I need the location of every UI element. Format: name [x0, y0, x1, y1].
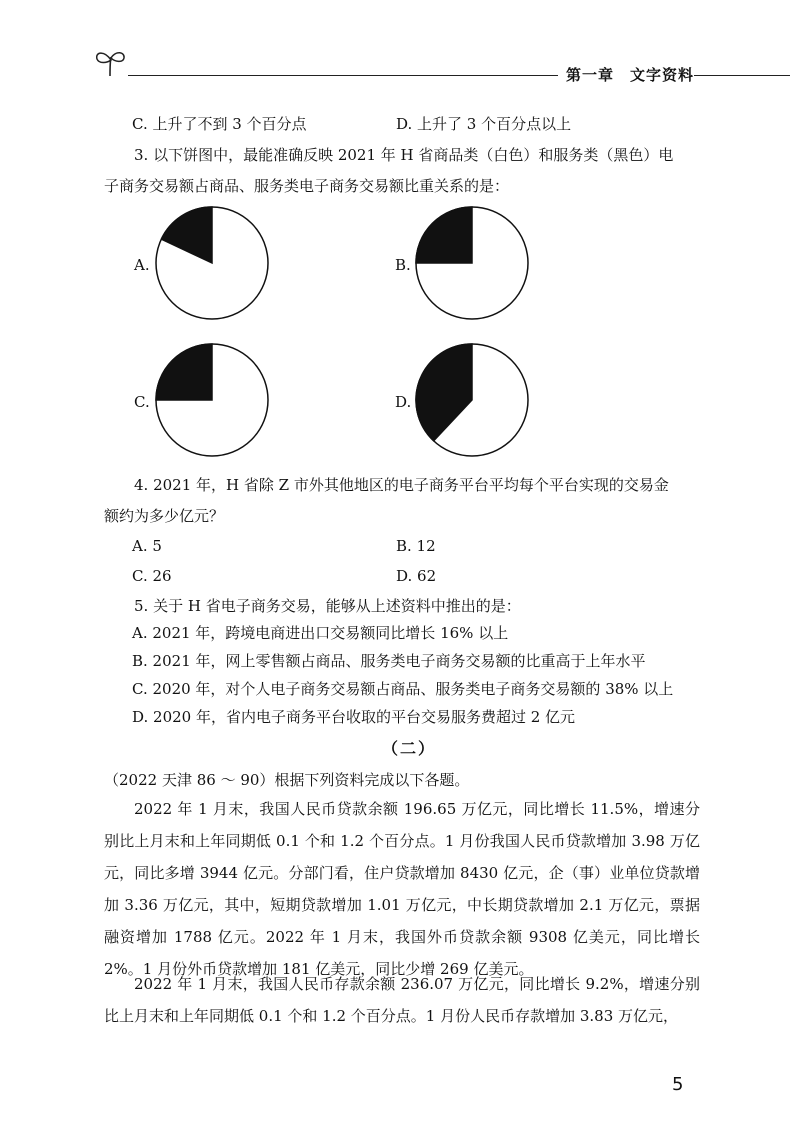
- pie-chart-c: [151, 339, 273, 461]
- q5-option-d: D. 2020 年，省内电子商务平台收取的平台交易服务费超过 2 亿元: [132, 708, 576, 726]
- pie-c-service-slice: [156, 344, 212, 400]
- q5-option-a: A. 2021 年，跨境电商进出口交易额同比增长 16% 以上: [132, 624, 509, 642]
- q2-option-c: C. 上升了不到 3 个百分点: [132, 115, 307, 133]
- chapter-title: 第一章 文字资料: [566, 66, 695, 84]
- q5-option-c: C. 2020 年，对个人电子商务交易额占商品、服务类电子商务交易额的 38% 以上: [132, 680, 674, 698]
- pie-chart-b: [411, 202, 533, 324]
- pie-b-service-slice: [416, 207, 472, 263]
- paragraph-deposits: 2022 年 1 月末，我国人民币存款余额 236.07 万亿元，同比增长 9.2%，增速分别比上月末和上年同期低 0.1 个和 1.2 个百分点。1 月份人民币存款增加 3.83 万亿元，: [104, 975, 700, 1025]
- q3-label-b: B.: [395, 256, 411, 274]
- q5-option-b: B. 2021 年，网上零售额占商品、服务类电子商务交易额的比重高于上年水平: [132, 652, 646, 670]
- header-rule-right: [694, 75, 790, 76]
- q3-label-a: A.: [134, 256, 150, 274]
- q4-stem-line1: 4. 2021 年，H 省除 Z 市外其他地区的电子商务平台平均每个平台实现的交易金: [134, 476, 669, 494]
- q3-label-c: C.: [134, 393, 150, 411]
- q4-option-d: D. 62: [396, 567, 437, 585]
- q4-option-b: B. 12: [396, 537, 436, 555]
- page-number: 5: [672, 1074, 684, 1095]
- pie-chart-a: [151, 202, 273, 324]
- sprout-icon: [92, 48, 130, 78]
- q3-label-d: D.: [395, 393, 412, 411]
- pie-chart-d: [411, 339, 533, 461]
- paragraph-loans: 2022 年 1 月末，我国人民币贷款余额 196.65 万亿元，同比增长 11.5%，增速分别比上月末和上年同期低 0.1 个和 1.2 个百分点。1 月份我国人民币贷款增加 3.98 万亿元，同比多增 3944 亿元。分部门看，住户贷款增加 8430 亿元，企（事）业单位贷款增加 3.36 万亿元，其中，短期贷款增加 1.01 万亿元，中长期贷款增加 2.1 万亿元，票据融资增加 1788 亿元。2022 年 1 月末，我国外币贷款余额 9308 亿美元，同比增长 2%。1 月份外币贷款增加 181 亿美元，同比少增 269 亿美元。: [104, 800, 700, 978]
- q2-option-d: D. 上升了 3 个百分点以上: [396, 115, 572, 133]
- q3-stem-line1: 3. 以下饼图中，最能准确反映 2021 年 H 省商品类（白色）和服务类（黑色）电: [134, 146, 674, 164]
- q4-option-c: C. 26: [132, 567, 172, 585]
- q4-stem-line2: 额约为多少亿元？: [104, 507, 225, 525]
- section-title: （二）: [382, 739, 437, 758]
- section-intro: （2022 天津 86 ～ 90）根据下列资料完成以下各题。: [104, 771, 470, 789]
- q4-option-a: A. 5: [132, 537, 162, 555]
- q3-stem-line2: 子商务交易额占商品、服务类电子商务交易额比重关系的是：: [104, 177, 510, 195]
- header-rule-left: [128, 75, 558, 76]
- q5-stem: 5. 关于 H 省电子商务交易，能够从上述资料中推出的是：: [134, 597, 521, 615]
